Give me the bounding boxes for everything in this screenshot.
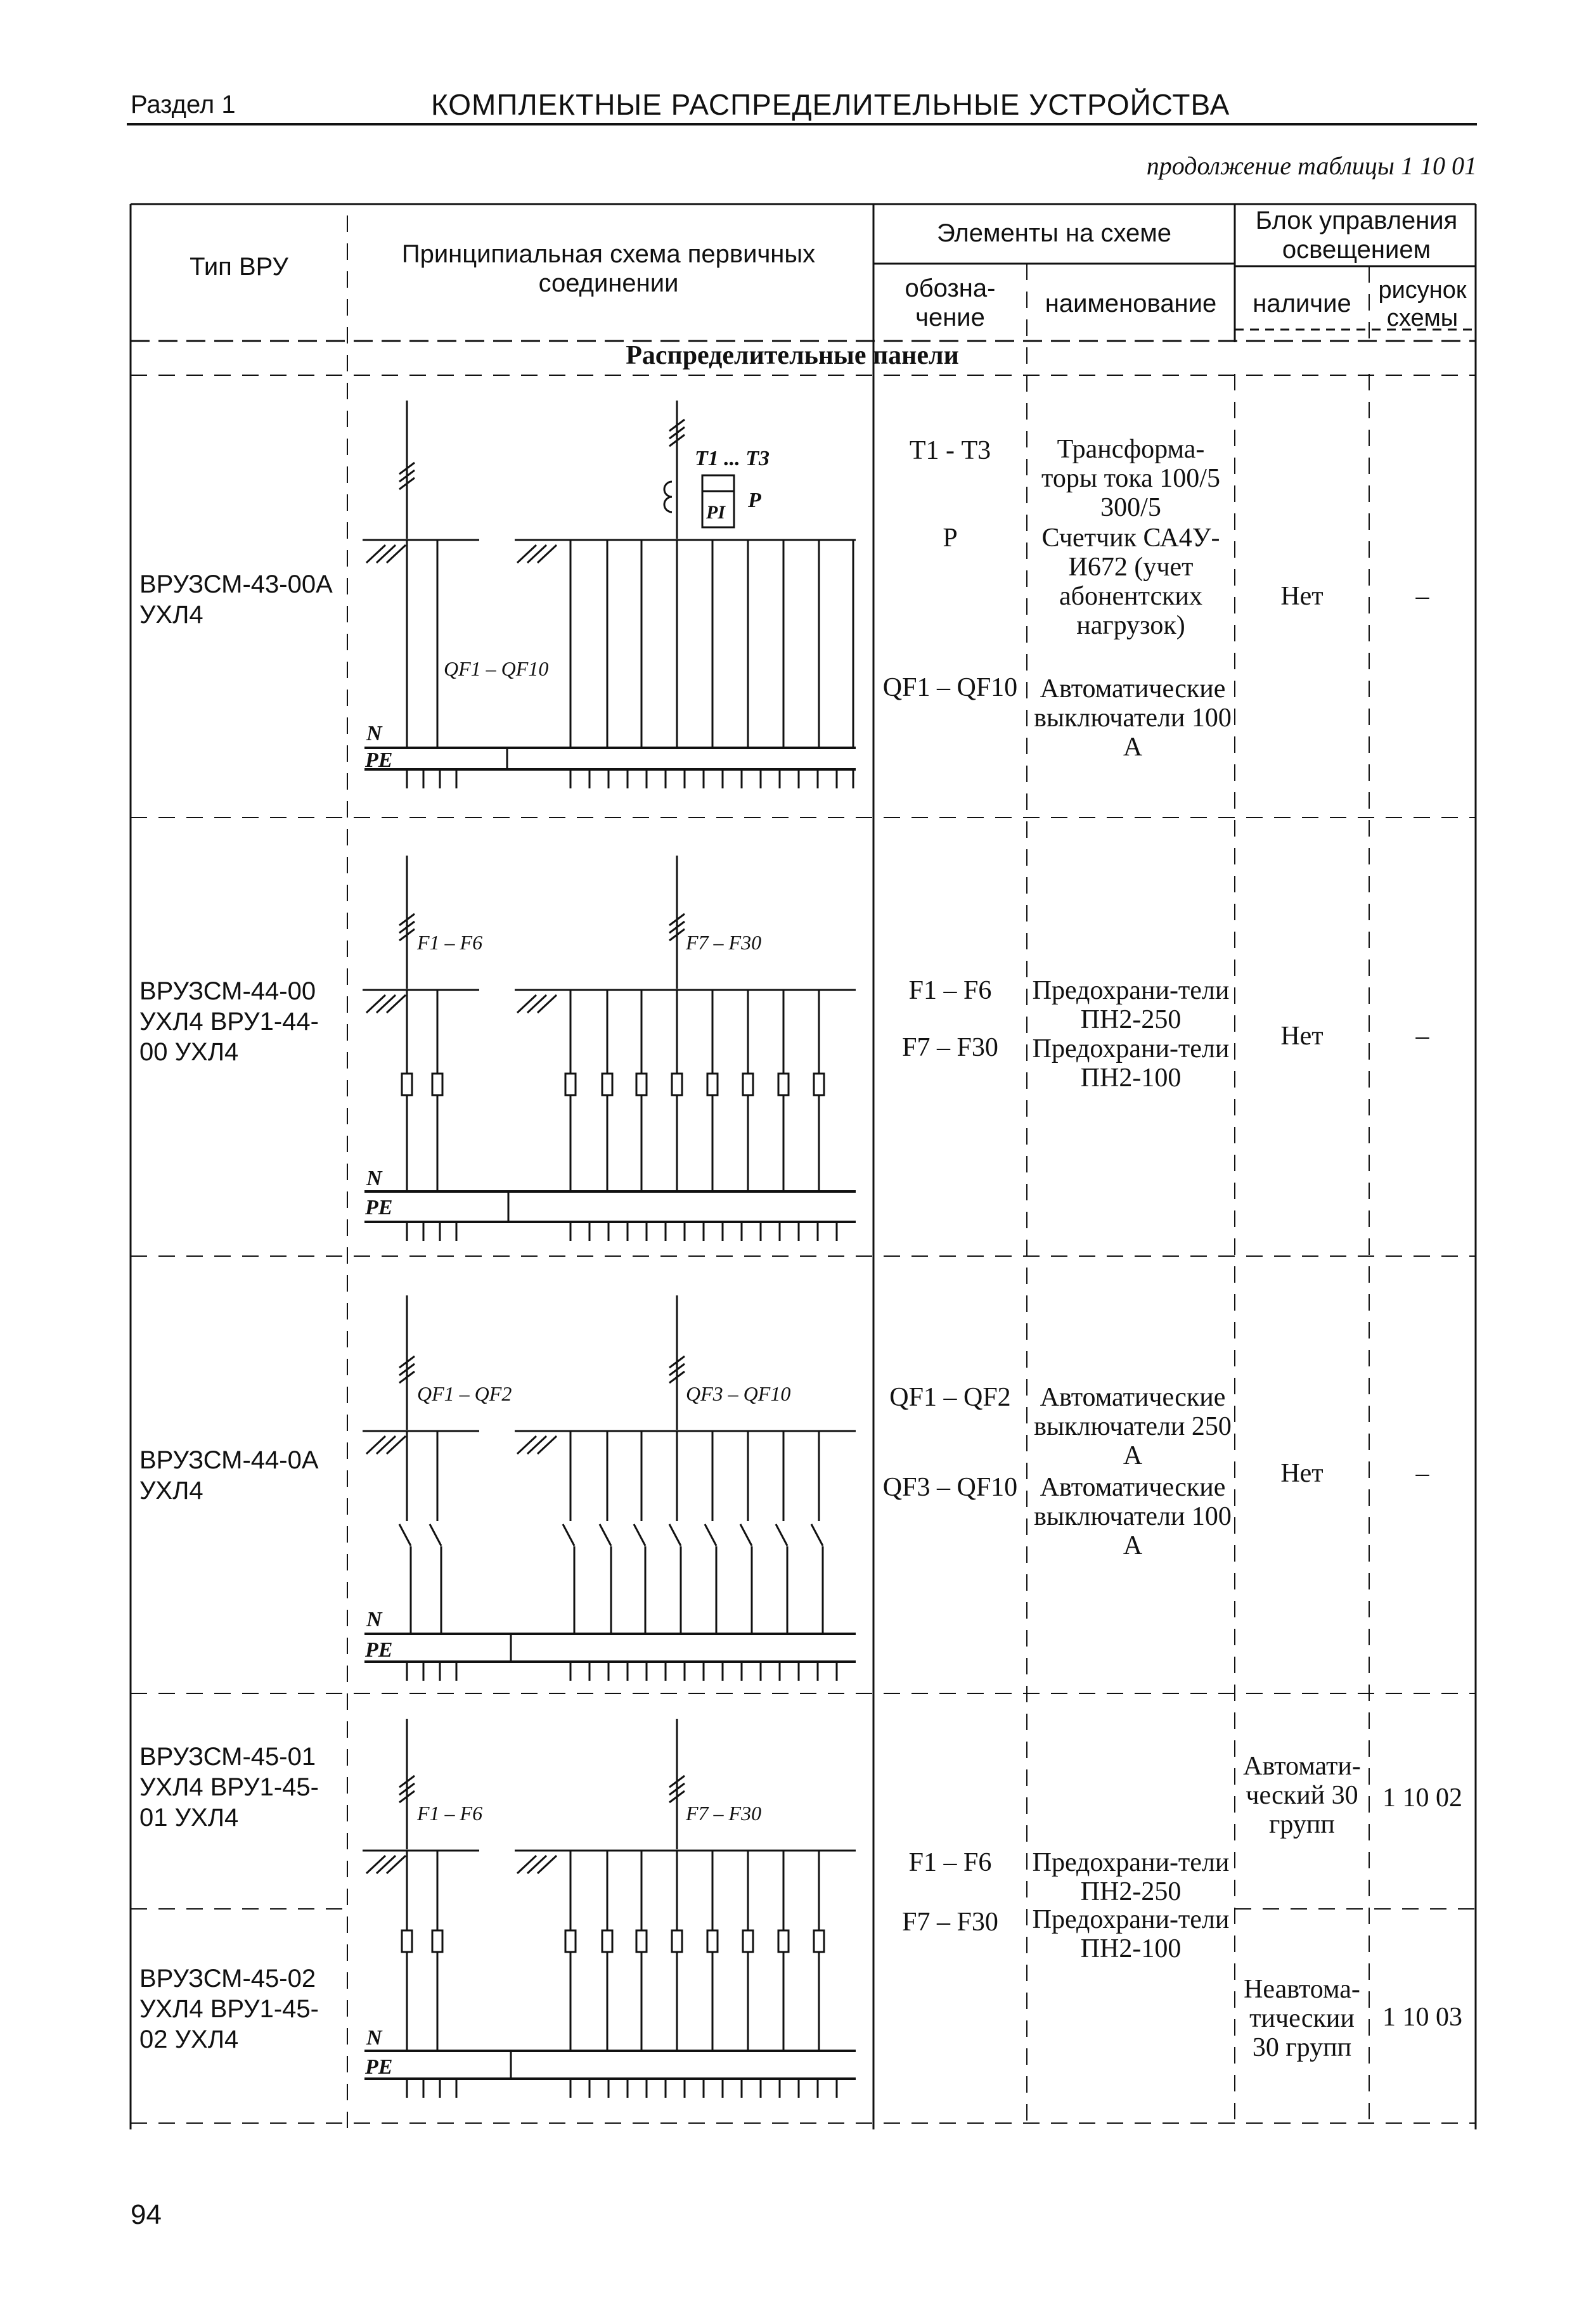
schematic-row3	[363, 1295, 856, 1681]
row1-presence: Нет	[1280, 582, 1324, 611]
col-presence-header: наличие	[1253, 290, 1351, 318]
col-name-header: наименование	[1045, 290, 1217, 318]
schematic-row1	[363, 401, 856, 788]
row4-designation-1: F1 – F6	[908, 1848, 992, 1877]
row4-designation-2: F7 – F30	[902, 1908, 998, 1937]
row1-designation-2: Р	[943, 523, 958, 553]
r4-label-pe: PE	[365, 2055, 393, 2079]
r2-label-n: N	[366, 1167, 382, 1190]
row2-designation-1: F1 – F6	[908, 976, 992, 1005]
r3-label-qf3: QF3 – QF10	[686, 1382, 791, 1405]
schematic-row4	[363, 1719, 856, 2098]
row3-name-2: Автоматические выключатели 100 А	[1034, 1473, 1232, 1560]
r2-label-f1: F1 – F6	[417, 931, 483, 954]
row4-presence-b: Неавтома-тическии 30 групп	[1244, 1975, 1360, 2062]
row1-name-2: Счетчик СА4У-И672 (учет абонентских нагрузок)	[1041, 523, 1220, 640]
r1-label-t: Т1 ... Т3	[695, 447, 770, 470]
row1-figure: –	[1415, 582, 1429, 611]
r3-label-n: N	[366, 1608, 382, 1631]
row2-designation-2: F7 – F30	[902, 1033, 998, 1062]
row3-figure: –	[1415, 1459, 1429, 1488]
r1-label-pe: PE	[365, 748, 393, 772]
row1-designation-3: QF1 – QF10	[882, 673, 1018, 702]
r2-label-pe: PE	[365, 1196, 393, 1219]
r4-label-n: N	[366, 2026, 382, 2050]
row4-figure-a: 1 10 02	[1382, 1783, 1462, 1813]
section-label: Раздел 1	[131, 91, 236, 119]
table-continuation: продолжение таблицы 1 10 01	[1146, 151, 1477, 180]
row4-presence-a: Автомати-ческий 30 групп	[1243, 1752, 1361, 1839]
row2-figure: –	[1415, 1022, 1429, 1051]
r3-label-qf1: QF1 – QF2	[417, 1382, 512, 1405]
row4-name-1: Предохрани-тели ПН2-250	[1032, 1848, 1230, 1906]
section-title: Распределительные панели	[626, 341, 959, 370]
row1-designation-1: Т1 - Т3	[909, 436, 991, 465]
row1-name-3: Автоматические выключатели 100 А	[1034, 674, 1232, 762]
page-number: 94	[131, 2199, 162, 2230]
row2-type: ВРУЗСМ-44-00 УХЛ4 ВРУ1-44-00 УХЛ4	[139, 977, 319, 1066]
row4-type-b: ВРУЗСМ-45-02 УХЛ4 ВРУ1-45-02 УХЛ4	[139, 1965, 319, 2053]
r1-label-qf: QF1 – QF10	[444, 657, 549, 680]
r4-label-f7: F7 – F30	[686, 1802, 762, 1825]
row3-type: ВРУЗСМ-44-0А УХЛ4	[139, 1446, 319, 1505]
row2-presence: Нет	[1280, 1022, 1324, 1051]
row3-designation-2: QF3 – QF10	[882, 1473, 1018, 1502]
schematic-row2	[363, 856, 856, 1241]
col-lighting-header: Блок управления освещением	[1255, 207, 1458, 264]
col-schema-header: Принципиальная схема первичных соединении	[401, 240, 816, 297]
col-type-header: Тип ВРУ	[190, 253, 288, 281]
row1-name-1: Трансформа-торы тока 100/5 300/5	[1041, 435, 1220, 522]
r3-label-pe: PE	[365, 1638, 393, 1662]
row1-type: ВРУЗСМ-43-00А УХЛ4	[139, 570, 333, 629]
r1-label-p: P	[748, 489, 761, 512]
row4-type-a: ВРУЗСМ-45-01 УХЛ4 ВРУ1-45-01 УХЛ4	[139, 1743, 319, 1832]
r2-label-f7: F7 – F30	[686, 931, 762, 954]
r1-label-pi: PI	[706, 502, 725, 523]
row2-name-1: Предохрани-тели ПН2-250	[1032, 976, 1230, 1034]
row3-designation-1: QF1 – QF2	[889, 1383, 1011, 1412]
col-designation-header: обозна-чение	[905, 274, 996, 331]
row4-name-2: Предохрани-тели ПН2-100	[1032, 1905, 1230, 1963]
row3-presence: Нет	[1280, 1459, 1324, 1488]
row3-name-1: Автоматические выключатели 250 А	[1034, 1383, 1232, 1470]
row2-name-2: Предохрани-тели ПН2-100	[1032, 1034, 1230, 1093]
r1-label-n: N	[366, 722, 382, 745]
page-title: КОМПЛЕКТНЫЕ РАСПРЕДЕЛИТЕЛЬНЫЕ УСТРОЙСТВА	[431, 88, 1230, 121]
r4-label-f1: F1 – F6	[417, 1802, 483, 1825]
col-figure-header: рисунок схемы	[1378, 277, 1467, 331]
col-elements-header: Элементы на схеме	[936, 219, 1172, 247]
row4-figure-b: 1 10 03	[1382, 2003, 1462, 2032]
